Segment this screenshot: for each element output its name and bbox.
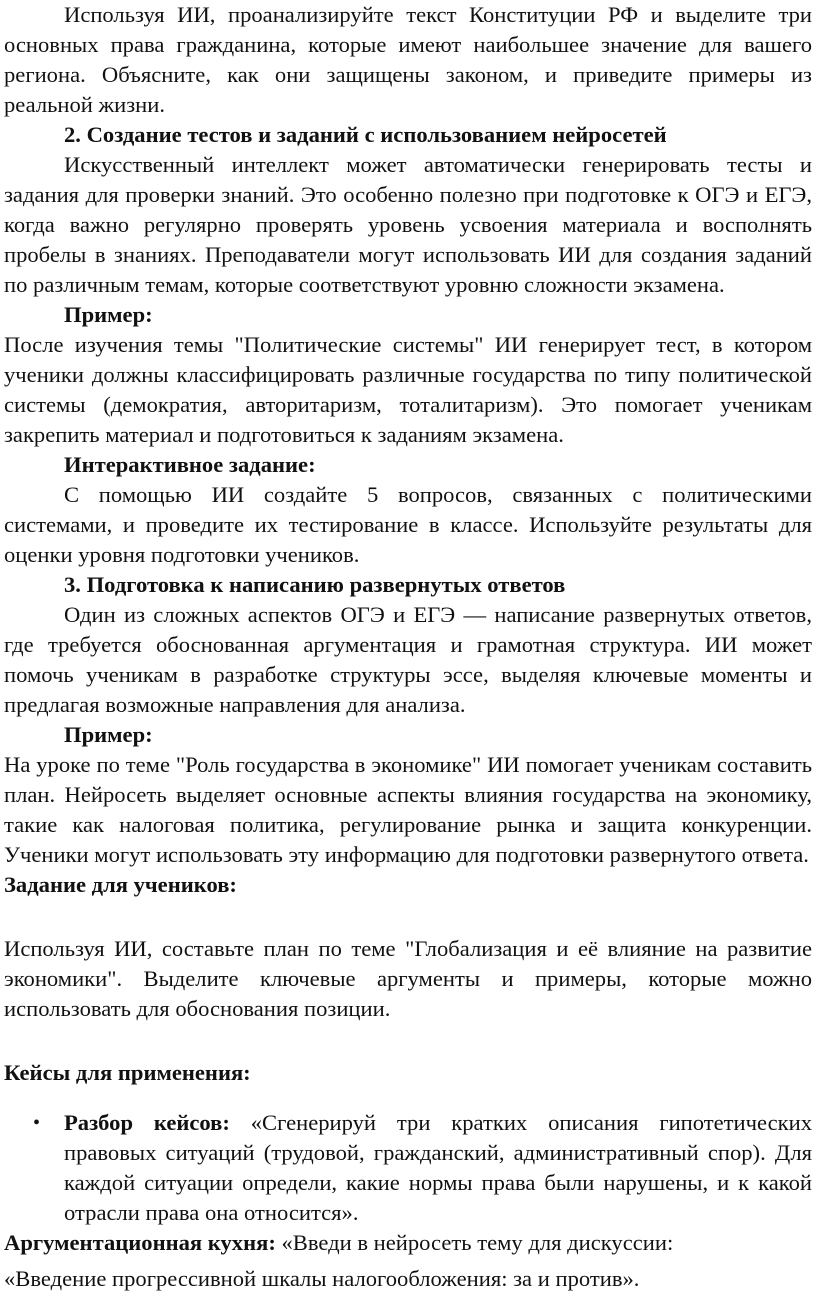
example-label-2: Пример:: [64, 722, 153, 747]
example-text-2: На уроке по теме "Роль государства в экономике" ИИ помогает ученикам составить план. Нейросеть выделяет основные аспекты влияния государства на экономику, такие как налоговая политика, регулирование рынка и защита конкуренции. Ученики могут использовать эту информацию для подготовки развернутого ответа.: [4, 752, 812, 867]
argument-kitchen-line: [4, 1228, 812, 1258]
interactive-task-label: Интерактивное задание:: [64, 452, 316, 477]
section-2-body: Искусственный интеллект может автоматически генерировать тесты и задания для проверки знаний. Это особенно полезно при подготовке к ОГЭ и ЕГЭ, когда важно регулярно проверять уровень усвоения материала и восполнять пробелы в знаниях. Преподаватели могут использовать ИИ для создания заданий по различным темам, которые соответствуют уровню сложности экзамена.: [4, 152, 812, 297]
section-3-heading: 3. Подготовка к написанию развернутых ответов: [64, 572, 566, 597]
cases-list: [4, 1108, 812, 1228]
section-3-body: Один из сложных аспектов ОГЭ и ЕГЭ — написание развернутых ответов, где требуется обоснованная аргументация и грамотная структура. ИИ может помочь ученикам в разработке структуры эссе, выделяя ключевые моменты и предлагая возможные направления для анализа.: [4, 602, 812, 717]
argument-kitchen-topic: «Введение прогрессивной шкалы налогообложения: за и против».: [4, 1266, 640, 1291]
list-item: [33, 1108, 812, 1228]
case-bullet-title: Разбор кейсов:: [64, 1110, 230, 1135]
bullet-icon: •: [33, 1112, 41, 1134]
section-2-heading: 2. Создание тестов и заданий с использованием нейросетей: [64, 122, 667, 147]
student-task-text: Используя ИИ, составьте план по теме "Глобализация и её влияние на развитие экономики". Выделите ключевые аргументы и примеры, которые можно использовать для обоснования позиции.: [4, 936, 812, 1021]
example-label: Пример:: [64, 302, 153, 327]
cases-label: Кейсы для применения:: [4, 1060, 251, 1085]
student-task-label: Задание для учеников:: [4, 872, 237, 897]
case-bullet-text: «Сгенерируй три кратких описания гипотетических правовых ситуаций (трудовой, гражданский, административный спор). Для каждой ситуации определи, какие нормы права были нарушены, и к какой отрасли права она относится».: [64, 1110, 812, 1225]
argument-kitchen-text: «Введи в нейросеть тему для дискуссии:: [275, 1230, 674, 1255]
argument-kitchen-title: Аргументационная кухня:: [4, 1230, 276, 1255]
intro-paragraph: Используя ИИ, проанализируйте текст Конституции РФ и выделите три основных права гражданина, которые имеют наибольшее значение для вашего региона. Объясните, как они защищены законом, и приведите примеры из реальной жизни.: [4, 2, 812, 117]
document-page: [4, 0, 812, 1294]
interactive-task-text: С помощью ИИ создайте 5 вопросов, связанных с политическими системами, и проведите их тестирование в классе. Используйте результаты для оценки уровня подготовки учеников.: [4, 482, 812, 567]
example-text: После изучения темы "Политические системы" ИИ генерирует тест, в котором ученики должны классифицировать различные государства по типу политической системы (демократия, авторитаризм, тоталитаризм). Это помогает ученикам закрепить материал и подготовиться к заданиям экзамена.: [4, 332, 812, 447]
